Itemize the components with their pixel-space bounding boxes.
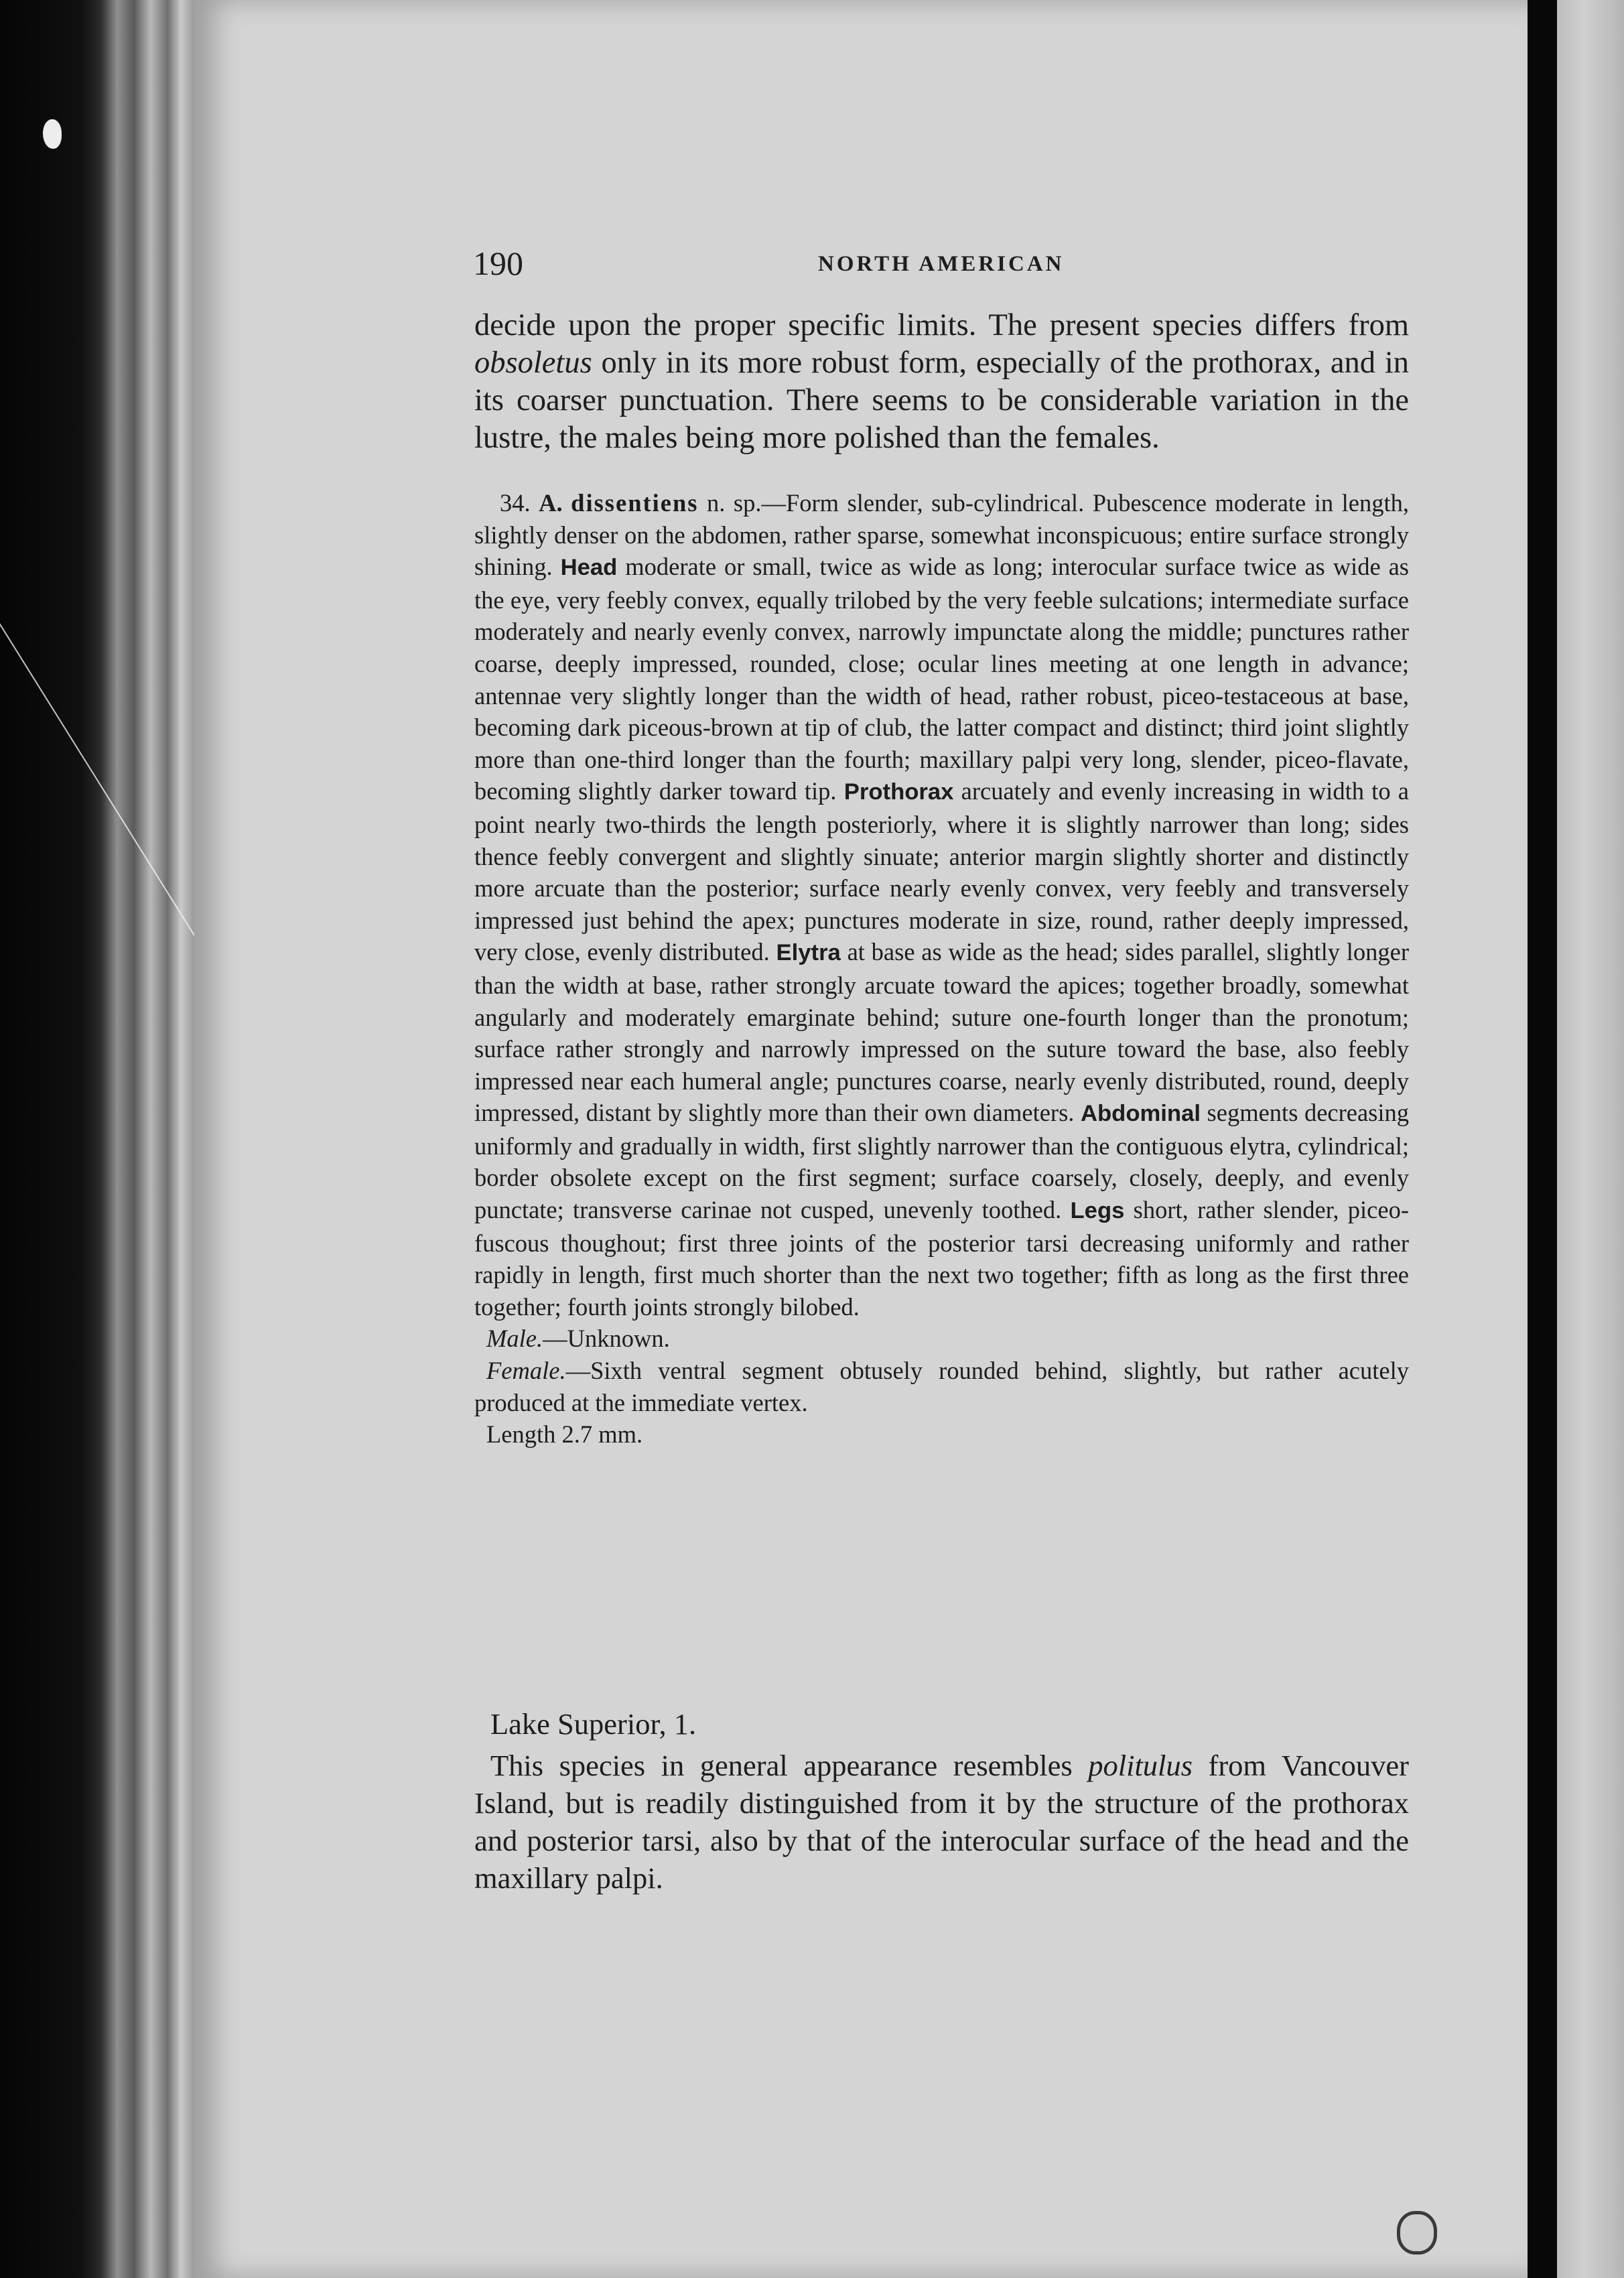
closing-paragraph [474,1747,1409,1897]
intro-text-2: only in its more robust form, especially of the prothorax, and in its coarser punctuation. There seems to be considerable variation in the lustre, the males being more polished than the females. [474,346,1409,455]
description-text-2: moderate or small, twice as wide as long; interocular surface twice as wide as the eye, very feebly convex, equally trilobed by the very feeble sulcations; intermediate surface moderately and nearly evenly convex, narrowly impunctate along the middle; punctures rather coarse, deeply impressed, rounded, close; ocular lines meeting at one length in advance; antennae very slightly longer than the width of head, rather robust, piceo-testaceous at base, becoming dark piceous-brown at tip of club, the latter compact and distinct; third joint slightly more than one-third longer than the fourth; maxillary palpi very long, slender, piceo-flavate, becoming slightly darker toward tip. [474,553,1409,805]
intro-text [474,307,1409,457]
page-gutter [1528,0,1557,2278]
description-text-1: n. sp.—Form slender, sub-cylindrical. Pubescence moderate in length, slightly denser on the abdomen, rather sparse, somewhat inconspicuous; entire surface strongly shining. [474,489,1410,581]
elytra-label: Elytra [776,940,841,966]
running-title: NORTH AMERICAN [818,252,1065,276]
closing-section [474,1705,1409,1897]
description-text-6: short, rather slender, piceo-fuscous thoughout; first three joints of the posterior tarsi decreasing uniformly and rather rapidly in length, first much shorter than the next two together; fifth as long as the first three together; fourth joints strongly bilobed. [474,1196,1409,1321]
intro-text-1: decide upon the proper specific limits. The present species differs from [474,308,1409,342]
closing-italic-politulus: politulus [1088,1749,1193,1782]
species-number: 34. [500,489,531,517]
abdominal-label: Abdominal [1080,1101,1201,1127]
facing-page-edge [1557,0,1624,2278]
prothorax-label: Prothorax [843,779,954,805]
male-label: Male. [486,1325,543,1353]
library-stamp-icon [1397,2211,1437,2255]
species-description [474,487,1409,1451]
intro-paragraph [474,307,1409,457]
female-text: —Sixth ventral segment obtusely rounded behind, slightly, but rather acutely produced at the immediate vertex. [474,1357,1409,1416]
description-paragraph [474,487,1409,1323]
book-spine-edge [0,0,194,2278]
description-text-4: at base as wide as the head; sides parallel, slightly longer than the width at base, rather strongly arcuate toward the apices; together broadly, somewhat angularly and moderately emarginate behind; suture one-fourth longer than the pronotum; surface rather strongly and narrowly impressed on the suture toward the base, also feebly impressed near each humeral angle; punctures coarse, nearly evenly distributed, round, deeply impressed, distant by slightly more than their own diameters. [474,938,1409,1127]
description-text-3: arcuately and evenly increasing in width to a point nearly two-thirds the length posteriorly, where it is slightly narrower than long; sides thence feebly convergent and slightly sinuate; anterior margin slightly shorter and distinctly more arcuate than the posterior; surface nearly evenly convex, very feebly and transversely impressed just behind the apex; punctures moderate in size, round, rather deeply impressed, very close, evenly distributed. [474,777,1409,966]
female-note [474,1355,1409,1418]
length-note: Length 2.7 mm. [486,1420,643,1449]
male-note [474,1323,1409,1355]
legs-label: Legs [1070,1198,1125,1224]
description-text-5: segments decreasing uniformly and gradually in width, first slightly narrower than the contiguous elytra, cylindrical; border obsolete except on the first segment; surface coarsely, closely, deeply, and evenly punctate; transverse carinae not cusped, unevenly toothed. [474,1099,1409,1224]
locality-line: Lake Superior, 1. [490,1707,697,1741]
male-text: —Unknown. [543,1325,670,1353]
closing-text-1: This species in general appearance resembles [490,1749,1089,1782]
female-label: Female. [486,1357,566,1385]
running-header [473,244,1411,284]
head-label: Head [560,555,618,581]
scan-speck [43,119,62,149]
genus-abbrev: A. [539,489,563,517]
species-name: dissentiens [571,489,699,517]
closing-text-2: from Vancouver Island, but is readily distinguished from it by the structure of the prothorax and posterior tarsi, also by that of the interocular surface of the head and the maxillary palpi. [474,1749,1409,1895]
intro-italic-obsoletus: obsoletus [474,346,592,380]
page-number: 190 [473,245,523,282]
